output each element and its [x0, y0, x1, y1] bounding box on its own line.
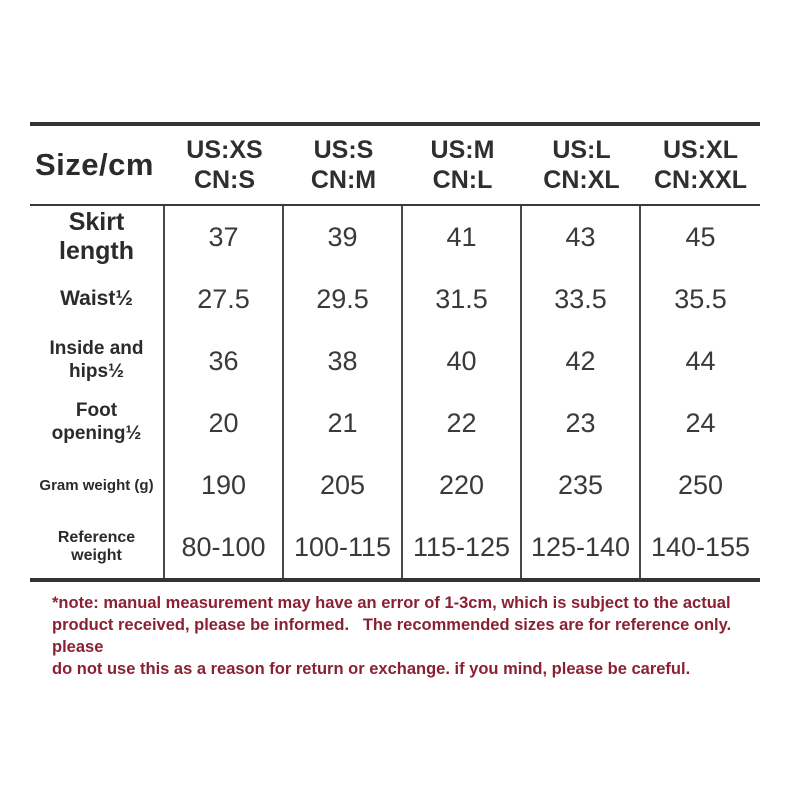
cell-value: 41 [403, 206, 522, 268]
row-label: Gram weight (g) [30, 454, 165, 516]
row-label: Reference weight [30, 516, 165, 578]
table-row-inside-hips [30, 330, 760, 392]
cell-value: 21 [284, 392, 403, 454]
cell-value: 220 [403, 454, 522, 516]
table-row-skirt-length [30, 206, 760, 268]
cell-value: 43 [522, 206, 641, 268]
row-label: Inside and hips½ [30, 330, 165, 392]
size-chart-table [30, 122, 760, 582]
row-label: Foot opening½ [30, 392, 165, 454]
column-header-us-size: US:XL [663, 135, 738, 164]
cell-value: 80-100 [165, 516, 284, 578]
cell-value: 39 [284, 206, 403, 268]
cell-value: 22 [403, 392, 522, 454]
row-label: Skirt length [30, 206, 165, 268]
table-header-row [30, 126, 760, 206]
column-header-us-size: US:S [313, 135, 374, 164]
cell-value: 190 [165, 454, 284, 516]
cell-value: 45 [685, 221, 716, 252]
row-label: Waist½ [30, 268, 165, 330]
cell-value: 37 [165, 206, 284, 268]
column-header-xs [165, 135, 284, 196]
column-header-cn-size: CN:S [193, 166, 256, 194]
cell-value: 36 [165, 330, 284, 392]
column-header-cn-size: CN:M [310, 166, 377, 194]
table-row-waist [30, 268, 760, 330]
note-text [52, 592, 758, 680]
column-header-s [284, 135, 403, 196]
note-line: do not use this as a reason for return or exchange. if you mind, please be careful. [52, 660, 691, 678]
column-header-cn-size: CN:XXL [653, 166, 748, 194]
cell-value: 27.5 [165, 268, 284, 330]
cell-value: 44 [685, 345, 716, 376]
column-header-us-size: US:M [430, 135, 495, 164]
cell-value: 24 [685, 407, 716, 438]
column-header-m [403, 135, 522, 196]
cell-value: 140-155 [650, 531, 751, 562]
cell-value: 40 [403, 330, 522, 392]
cell-value: 35.5 [674, 283, 727, 314]
table-corner-label: Size/cm [35, 147, 154, 182]
cell-value: 100-115 [284, 516, 403, 578]
column-header-cn-size: CN:L [432, 166, 493, 194]
cell-value: 205 [284, 454, 403, 516]
column-header-us-size: US:L [552, 135, 611, 164]
cell-value: 250 [677, 469, 724, 500]
column-header-xl [641, 135, 760, 196]
cell-value: 31.5 [403, 268, 522, 330]
note-line: *note: manual measurement may have an error of 1-3cm, which is subject to the actual [52, 594, 731, 612]
cell-value: 33.5 [522, 268, 641, 330]
table-row-reference-weight [30, 516, 760, 578]
cell-value: 23 [522, 392, 641, 454]
column-header-cn-size: CN:XL [543, 166, 620, 194]
cell-value: 29.5 [284, 268, 403, 330]
note-line: product received, please be informed. The recommended sizes are for reference only. please [52, 616, 736, 656]
cell-value: 38 [284, 330, 403, 392]
cell-value: 235 [522, 454, 641, 516]
cell-value: 125-140 [522, 516, 641, 578]
cell-value: 115-125 [403, 516, 522, 578]
cell-value: 42 [522, 330, 641, 392]
cell-value: 20 [165, 392, 284, 454]
column-header-us-size: US:XS [186, 135, 263, 164]
table-row-foot-opening [30, 392, 760, 454]
column-header-l [522, 135, 641, 196]
table-row-gram-weight [30, 454, 760, 516]
